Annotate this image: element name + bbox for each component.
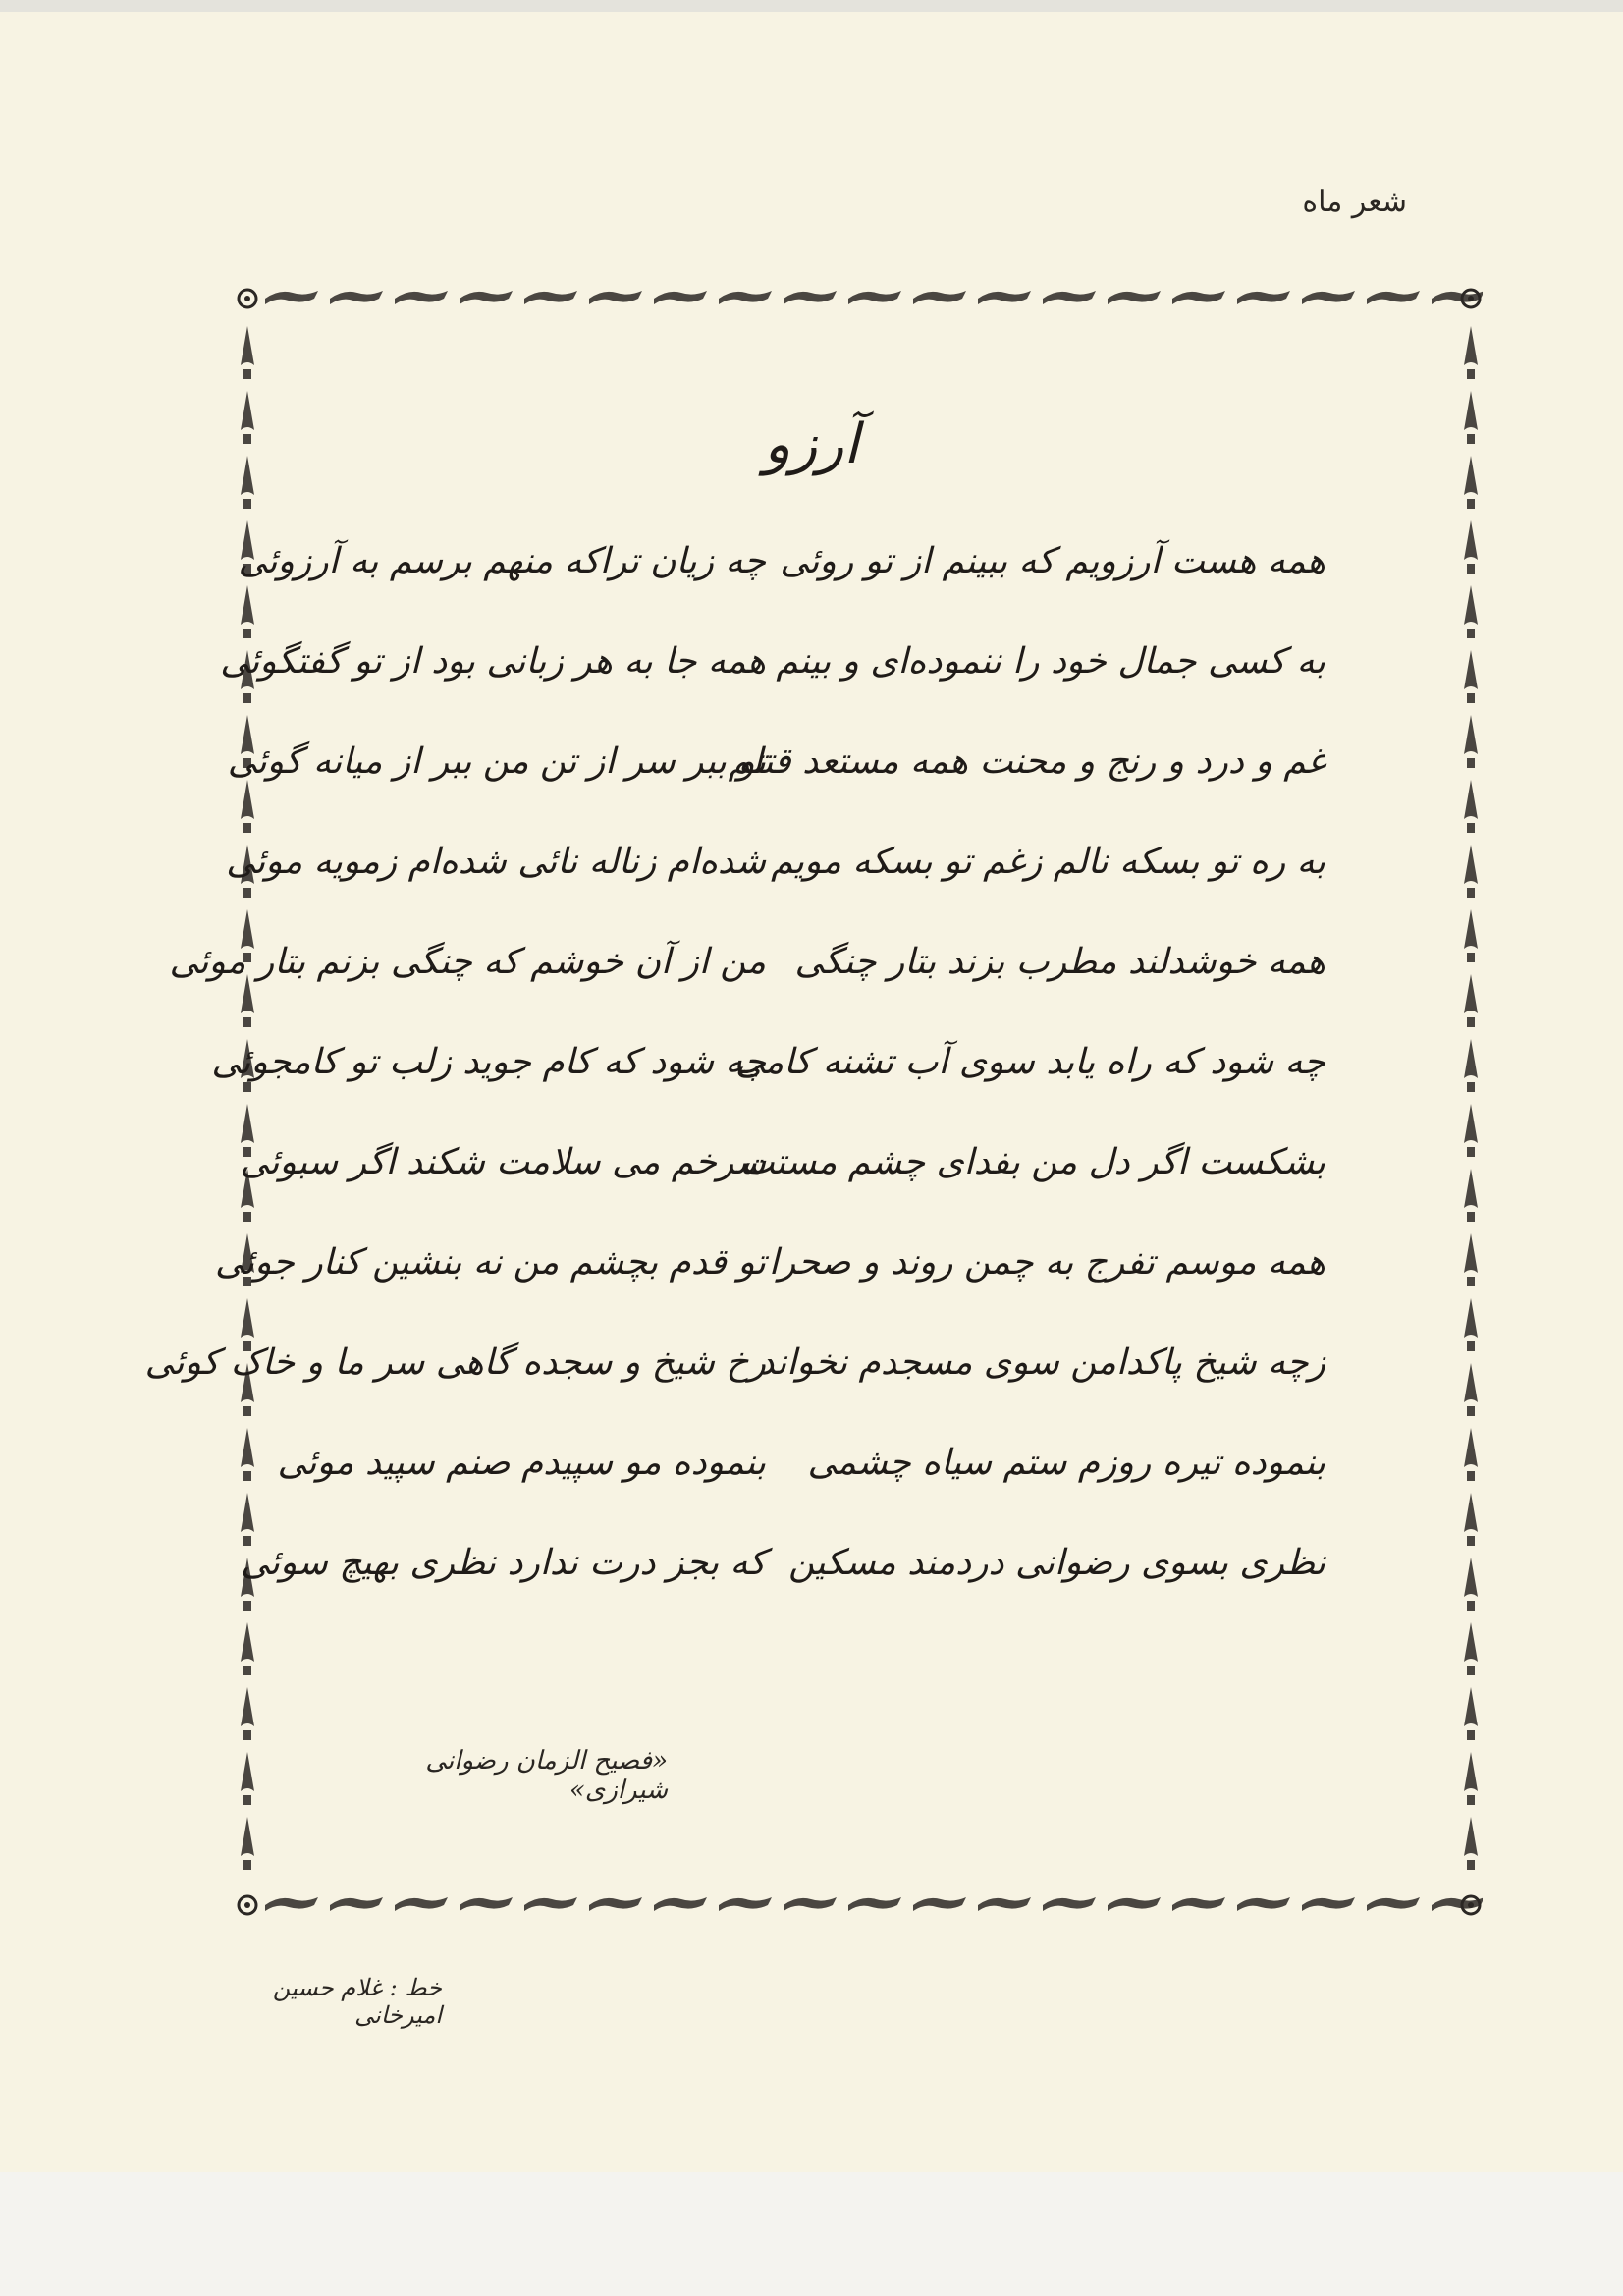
border-motif-vertical (1464, 715, 1478, 768)
border-motif-vertical (1464, 1169, 1478, 1222)
poet-signature: «فصیح الزمان رضوانی شیرازی» (425, 1746, 668, 1805)
border-motif-horizontal (1367, 1897, 1420, 1911)
border-motif-vertical (241, 1752, 254, 1805)
border-motif-vertical (1464, 974, 1478, 1027)
border-motif-horizontal (524, 1897, 577, 1911)
couplet (226, 811, 1325, 911)
border-motif-horizontal (395, 291, 448, 304)
border-motif-vertical (1464, 1233, 1478, 1286)
hemistich-right: زچه شیخ پاکدامن سوی مسجدم نخواند (758, 1341, 1325, 1383)
hemistich-right: نظری بسوی رضوانی دردمند مسکین (788, 1542, 1325, 1583)
border-motif-horizontal (395, 1897, 448, 1911)
border-motif-vertical (1464, 1687, 1478, 1740)
hemistich-left: رخ شیخ و سجده گاهی سر ما و خاک کوئی (144, 1341, 766, 1383)
poem-title: آرزو (764, 412, 859, 476)
couplet (240, 1112, 1325, 1212)
border-motif-horizontal (978, 291, 1031, 304)
border-motif-vertical (1464, 1622, 1478, 1675)
border-motif-vertical (1464, 1752, 1478, 1805)
corner-rosette-center (1468, 296, 1474, 301)
border-motif-vertical (241, 1687, 254, 1740)
couplet (215, 1212, 1325, 1312)
hemistich-left: بنموده مو سپیدم صنم سپید موئی (277, 1442, 766, 1483)
poem-body (144, 511, 1325, 1613)
hemistich-left: شده‌ام زناله نائی شده‌ام زمویه موئی (226, 841, 766, 882)
corner-rosette-center (1468, 1902, 1474, 1908)
border-motif-vertical (1464, 326, 1478, 379)
hemistich-right: بنموده تیره روزم ستم سیاه چشمی (807, 1442, 1325, 1483)
border-motif-vertical (1464, 520, 1478, 574)
couplet (220, 611, 1325, 711)
border-motif-horizontal (654, 1897, 707, 1911)
border-motif-horizontal (719, 1897, 772, 1911)
border-motif-vertical (241, 1493, 254, 1546)
hemistich-left: تو ببر سر از تن من ببر از میانه گوئی (227, 740, 766, 782)
border-motif-horizontal (1237, 1897, 1290, 1911)
border-motif-horizontal (1108, 291, 1161, 304)
border-motif-horizontal (1172, 291, 1225, 304)
border-motif-horizontal (589, 1897, 642, 1911)
border-motif-vertical (1464, 1817, 1478, 1870)
border-motif-vertical (1464, 650, 1478, 703)
border-motif-horizontal (265, 1897, 318, 1911)
border-motif-vertical (1464, 1428, 1478, 1481)
border-motif-horizontal (784, 1897, 837, 1911)
hemistich-left: که بجز درت ندارد نظری بهیچ سوئی (241, 1542, 766, 1583)
border-motif-vertical (241, 1817, 254, 1870)
hemistich-left: چه شود که کام جوید زلب تو کامجوئی (211, 1041, 766, 1082)
corner-rosette-center (244, 1902, 250, 1908)
hemistich-right: چه شود که راه یابد سوی آب تشنه کامی (734, 1041, 1325, 1082)
couplet (238, 511, 1325, 611)
border-motif-vertical (1464, 1363, 1478, 1416)
couplet (277, 1412, 1325, 1512)
couplet (169, 911, 1325, 1011)
hemistich-right: بشکست اگر دل من بفدای چشم مستت (740, 1141, 1325, 1182)
hemistich-left: تو قدم بچشم من نه بنشین کنار جوئی (215, 1241, 766, 1283)
border-motif-vertical (241, 1428, 254, 1481)
border-motif-horizontal (265, 291, 318, 304)
couplet (211, 1011, 1325, 1112)
border-motif-horizontal (654, 291, 707, 304)
border-motif-horizontal (848, 291, 901, 304)
border-motif-horizontal (1432, 1897, 1483, 1911)
border-motif-horizontal (784, 291, 837, 304)
border-motif-vertical (241, 780, 254, 833)
border-motif-horizontal (1432, 291, 1483, 304)
border-motif-horizontal (978, 1897, 1031, 1911)
border-motif-horizontal (1302, 1897, 1355, 1911)
border-motif-vertical (1464, 1298, 1478, 1351)
hemistich-right: همه هست آرزویم که ببینم از تو روئی (780, 540, 1325, 581)
border-motif-horizontal (589, 291, 642, 304)
hemistich-right: غم و درد و رنج و محنت همه مستعد قتلم (728, 740, 1325, 782)
border-motif-horizontal (1043, 291, 1096, 304)
border-motif-vertical (1464, 585, 1478, 638)
border-motif-horizontal (330, 1897, 383, 1911)
border-motif-vertical (241, 1622, 254, 1675)
border-motif-horizontal (330, 291, 383, 304)
border-motif-horizontal (1367, 291, 1420, 304)
border-motif-horizontal (524, 291, 577, 304)
border-motif-vertical (241, 974, 254, 1027)
border-motif-horizontal (1108, 1897, 1161, 1911)
border-motif-vertical (241, 326, 254, 379)
border-motif-vertical (1464, 909, 1478, 962)
border-motif-horizontal (1237, 291, 1290, 304)
border-motif-vertical (1464, 845, 1478, 898)
couplet (144, 1312, 1325, 1412)
border-motif-horizontal (913, 291, 966, 304)
border-motif-horizontal (1172, 1897, 1225, 1911)
border-motif-vertical (1464, 1493, 1478, 1546)
border-motif-horizontal (913, 1897, 966, 1911)
border-motif-vertical (1464, 1558, 1478, 1611)
hemistich-left: همه جا به هر زبانی بود از تو گفتگوئی (220, 640, 766, 682)
corner-rosette-center (244, 296, 250, 301)
couplet (227, 711, 1325, 811)
border-motif-vertical (1464, 780, 1478, 833)
border-motif-vertical (1464, 1104, 1478, 1157)
hemistich-right: به ره تو بسکه نالم زغم تو بسکه مویم (771, 841, 1325, 882)
border-motif-vertical (241, 585, 254, 638)
border-motif-horizontal (719, 291, 772, 304)
couplet (241, 1512, 1325, 1613)
hemistich-left: سرخم می سلامت شکند اگر سبوئی (240, 1141, 766, 1182)
publication-header: شعر ماه (1302, 185, 1407, 219)
hemistich-right: به کسی جمال خود را ننموده‌ای و بینم (776, 640, 1325, 682)
border-motif-horizontal (460, 291, 513, 304)
calligrapher-credit: خط : غلام حسین امیرخانی (272, 1974, 442, 2029)
scan-bottom-edge (0, 2172, 1623, 2296)
hemistich-left: چه زیان تراکه منهم برسم به آرزوئی (238, 540, 766, 581)
hemistich-left: من از آن خوشم که چنگی بزنم بتار موئی (169, 941, 766, 982)
border-motif-horizontal (460, 1897, 513, 1911)
hemistich-right: همه موسم تفرج به چمن روند و صحرا (768, 1241, 1325, 1283)
border-motif-horizontal (848, 1897, 901, 1911)
border-motif-horizontal (1302, 291, 1355, 304)
border-motif-vertical (1464, 1039, 1478, 1092)
border-motif-horizontal (1043, 1897, 1096, 1911)
hemistich-right: همه خوشدلند مطرب بزند بتار چنگی (794, 941, 1325, 982)
